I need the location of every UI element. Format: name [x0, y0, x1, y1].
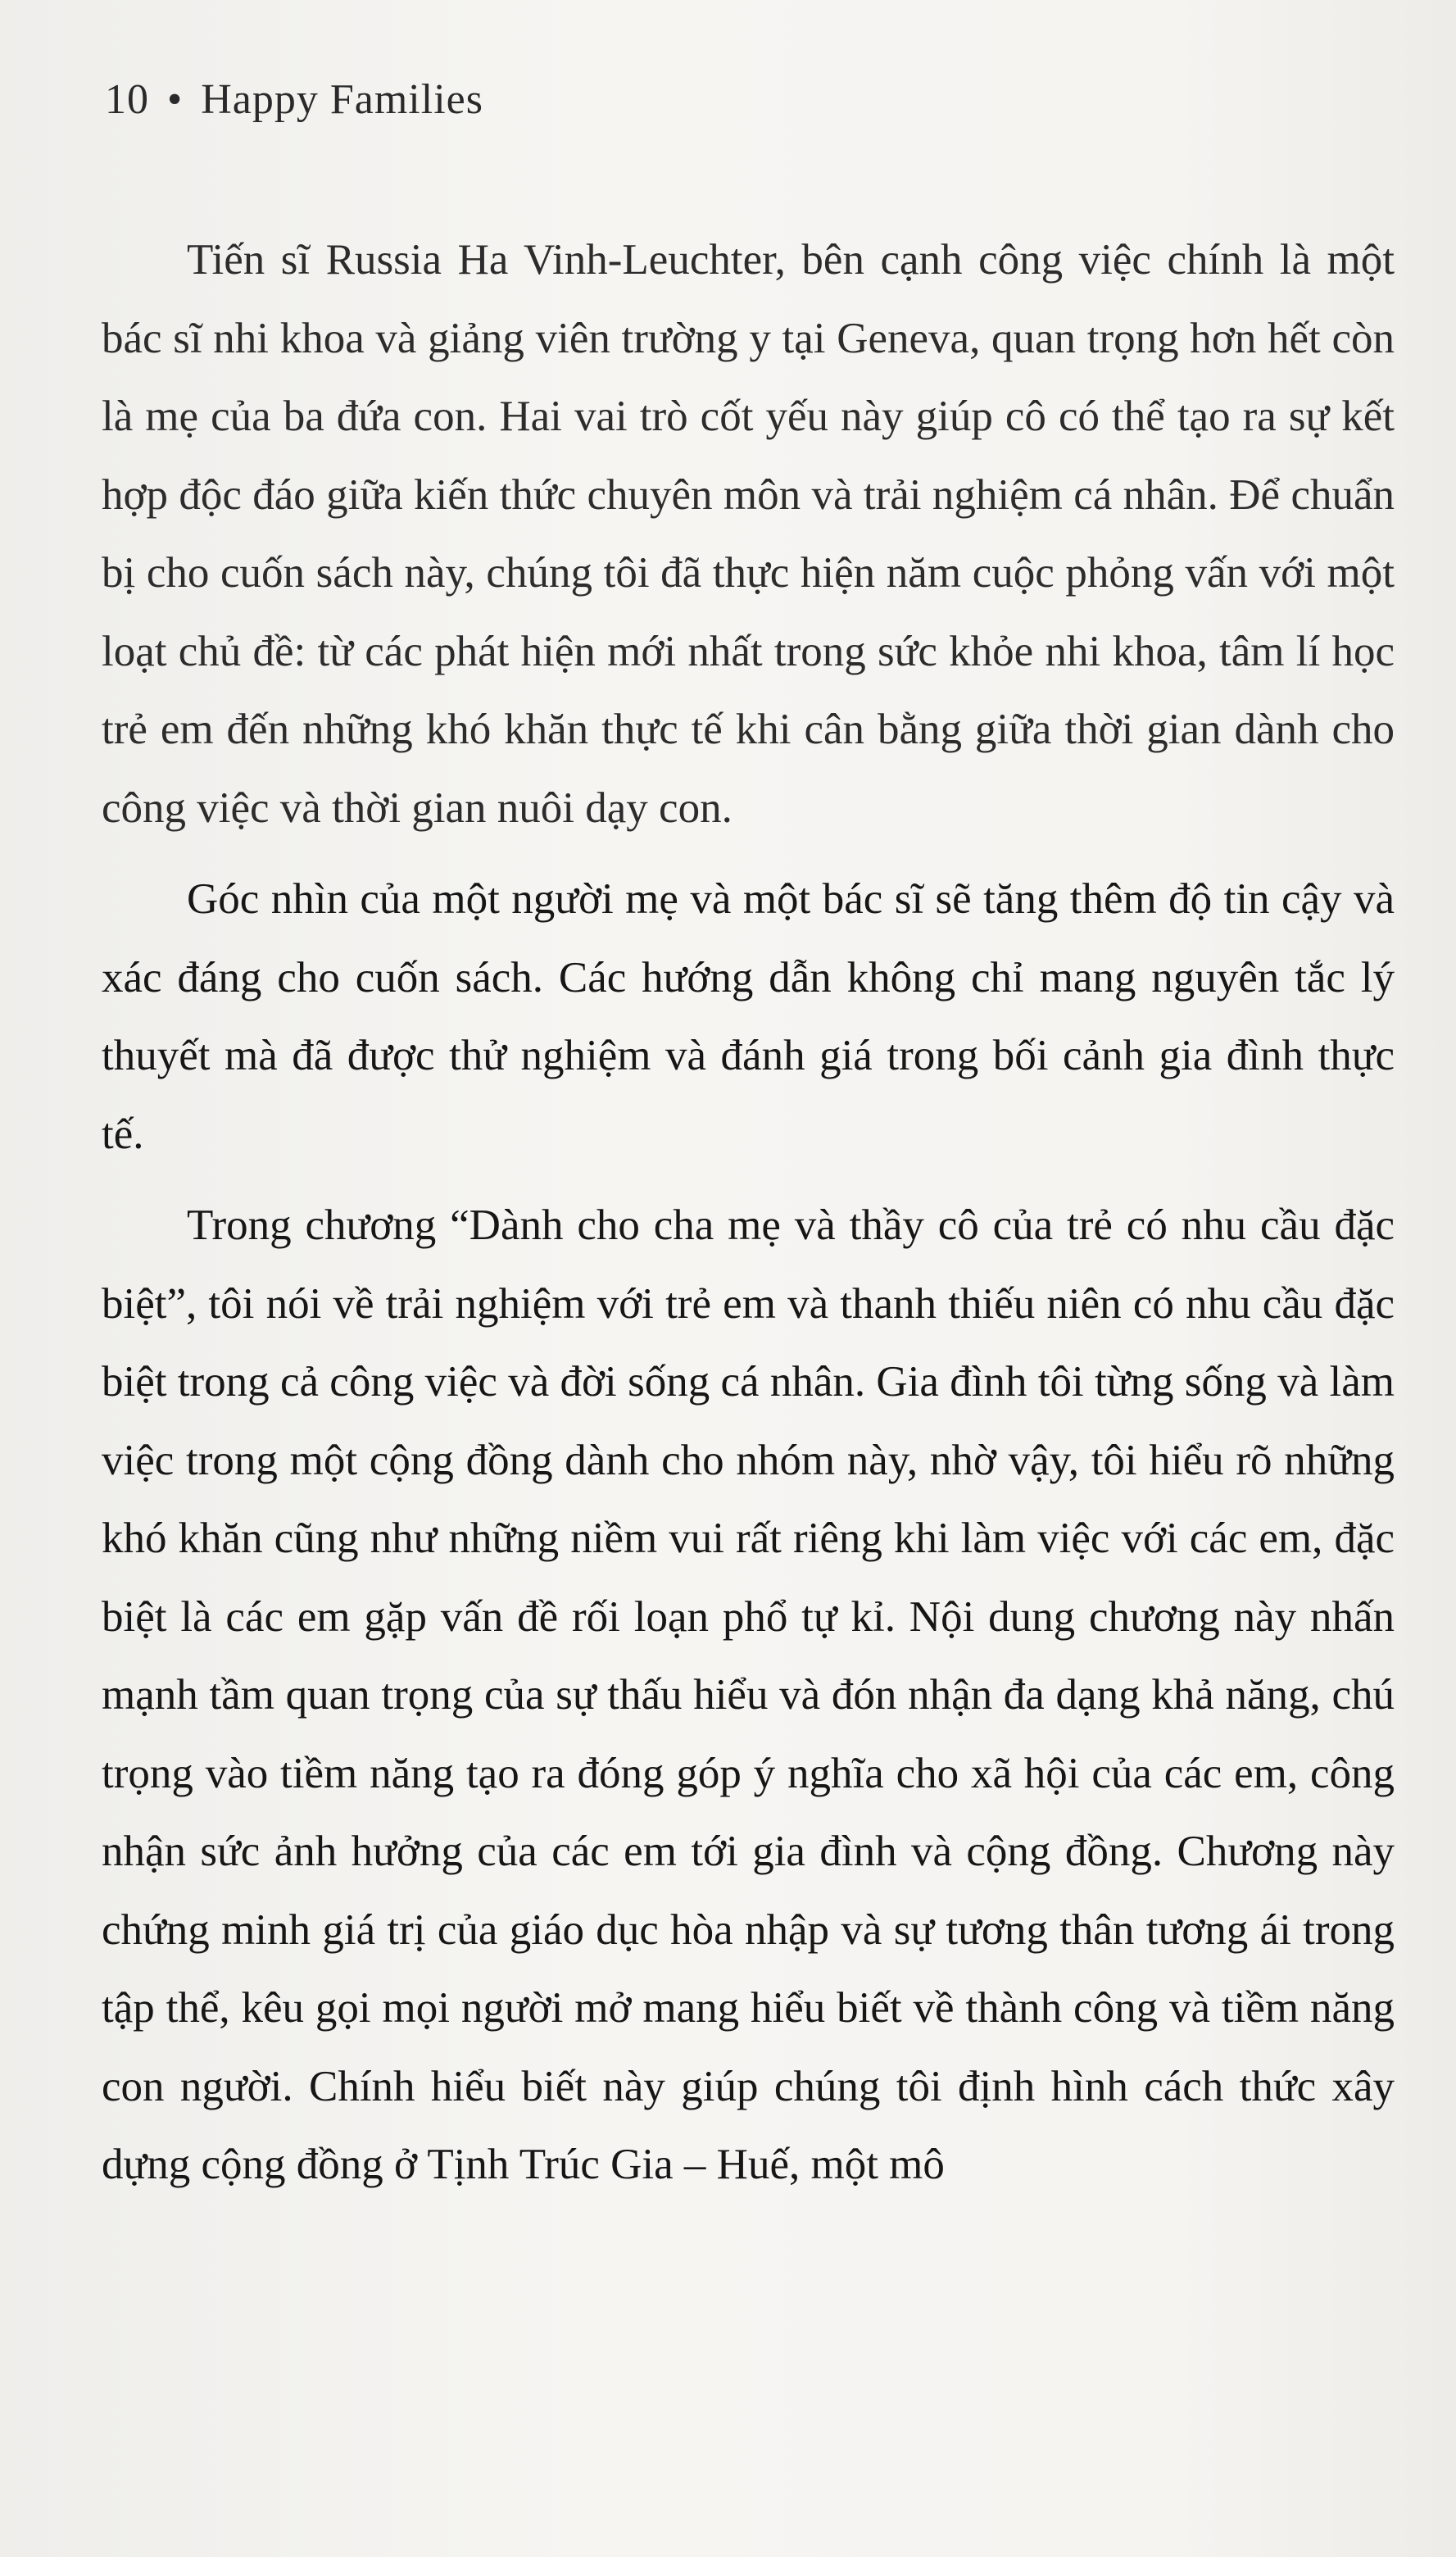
page-number: 10 — [105, 76, 149, 123]
running-header — [105, 75, 483, 124]
page-body — [102, 221, 1395, 2218]
paragraph-3: Trong chương “Dành cho cha mẹ và thầy cô của trẻ có nhu cầu đặc biệt”, tôi nói về trải nghiệm với trẻ em và thanh thiếu niên có nhu cầu đặc biệt trong cả công việc và đời sống cá nhân. Gia đình tôi từng sống và làm việc trong một cộng đồng dành cho nhóm này, nhờ vậy, tôi hiểu rõ những khó khăn cũng như những niềm vui rất riêng khi làm việc với các em, đặc biệt là các em gặp vấn đề rối loạn phổ tự kỉ. Nội dung chương này nhấn mạnh tầm quan trọng của sự thấu hiểu và đón nhận đa dạng khả năng, chú trọng vào tiềm năng tạo ra đóng góp ý nghĩa cho xã hội của các em, công nhận sức ảnh hưởng của các em tới gia đình và cộng đồng. Chương này chứng minh giá trị của giáo dục hòa nhập và sự tương thân tương ái trong tập thể, kêu gọi mọi người mở mang hiểu biết về thành công và tiềm năng con người. Chính hiểu biết này giúp chúng tôi định hình cách thức xây dựng cộng đồng ở Tịnh Trúc Gia – Huế, một mô — [102, 1201, 1395, 2188]
header-separator: • — [167, 76, 184, 123]
book-title: Happy Families — [201, 76, 483, 123]
paragraph-2: Góc nhìn của một người mẹ và một bác sĩ sẽ tăng thêm độ tin cậy và xác đáng cho cuốn sách. Các hướng dẫn không chỉ mang nguyên tắc lý thuyết mà đã được thử nghiệm và đánh giá trong bối cảnh gia đình thực tế. — [102, 875, 1395, 1158]
paragraph-1: Tiến sĩ Russia Ha Vinh-Leuchter, bên cạnh công việc chính là một bác sĩ nhi khoa và giảng viên trường y tại Geneva, quan trọng hơn hết còn là mẹ của ba đứa con. Hai vai trò cốt yếu này giúp cô có thể tạo ra sự kết hợp độc đáo giữa kiến thức chuyên môn và trải nghiệm cá nhân. Để chuẩn bị cho cuốn sách này, chúng tôi đã thực hiện năm cuộc phỏng vấn với một loạt chủ đề: từ các phát hiện mới nhất trong sức khỏe nhi khoa, tâm lí học trẻ em đến những khó khăn thực tế khi cân bằng giữa thời gian dành cho công việc và thời gian nuôi dạy con. — [102, 236, 1395, 832]
